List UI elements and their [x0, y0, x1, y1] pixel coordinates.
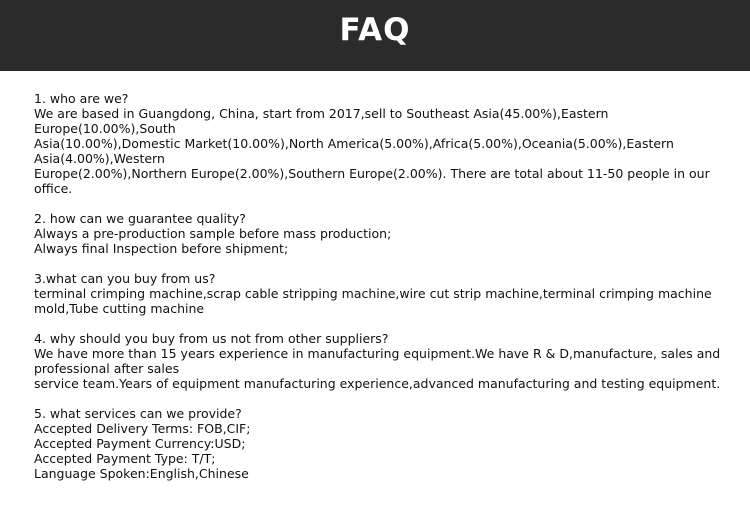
faq-section-services	[34, 406, 729, 481]
faq-answer-line: terminal crimping machine,scrap cable stripping machine,wire cut strip machine,terminal crimping machine mold,Tube cutting machine	[34, 286, 712, 316]
faq-section-who-are-we	[34, 91, 729, 196]
faq-content	[34, 91, 729, 496]
header-bar	[0, 0, 750, 71]
faq-question: 5. what services can we provide?	[34, 406, 242, 421]
faq-answer-line: Accepted Payment Type: T/T;	[34, 451, 216, 466]
faq-answer-line: Accepted Payment Currency:USD;	[34, 436, 246, 451]
faq-answer-line: Asia(10.00%),Domestic Market(10.00%),North America(5.00%),Africa(5.00%),Oceania(5.00%),Eastern Asia(4.00%),Western	[34, 136, 674, 166]
faq-answer-line: service team.Years of equipment manufacturing experience,advanced manufacturing and testing equipment.	[34, 376, 721, 391]
faq-section-quality	[34, 211, 729, 256]
faq-answer-line: We have more than 15 years experience in manufacturing equipment.We have R & D,manufacture, sales and professional after sales	[34, 346, 721, 376]
faq-answer-line: Always final Inspection before shipment;	[34, 241, 289, 256]
page-title: FAQ	[339, 11, 411, 48]
faq-answer-line: Accepted Delivery Terms: FOB,CIF;	[34, 421, 251, 436]
faq-section-products	[34, 271, 729, 316]
faq-question: 1. who are we?	[34, 91, 129, 106]
faq-section-why-us	[34, 331, 729, 391]
faq-answer-line: We are based in Guangdong, China, start from 2017,sell to Southeast Asia(45.00%),Eastern Europe(10.00%),South	[34, 106, 609, 136]
faq-answer-line: Language Spoken:English,Chinese	[34, 466, 249, 481]
faq-answer-line: Always a pre-production sample before mass production;	[34, 226, 392, 241]
faq-question: 3.what can you buy from us?	[34, 271, 216, 286]
faq-answer-line: Europe(2.00%),Northern Europe(2.00%),Southern Europe(2.00%). There are total about 11-50 people in our office.	[34, 166, 710, 196]
faq-question: 4. why should you buy from us not from other suppliers?	[34, 331, 389, 346]
faq-question: 2. how can we guarantee quality?	[34, 211, 246, 226]
